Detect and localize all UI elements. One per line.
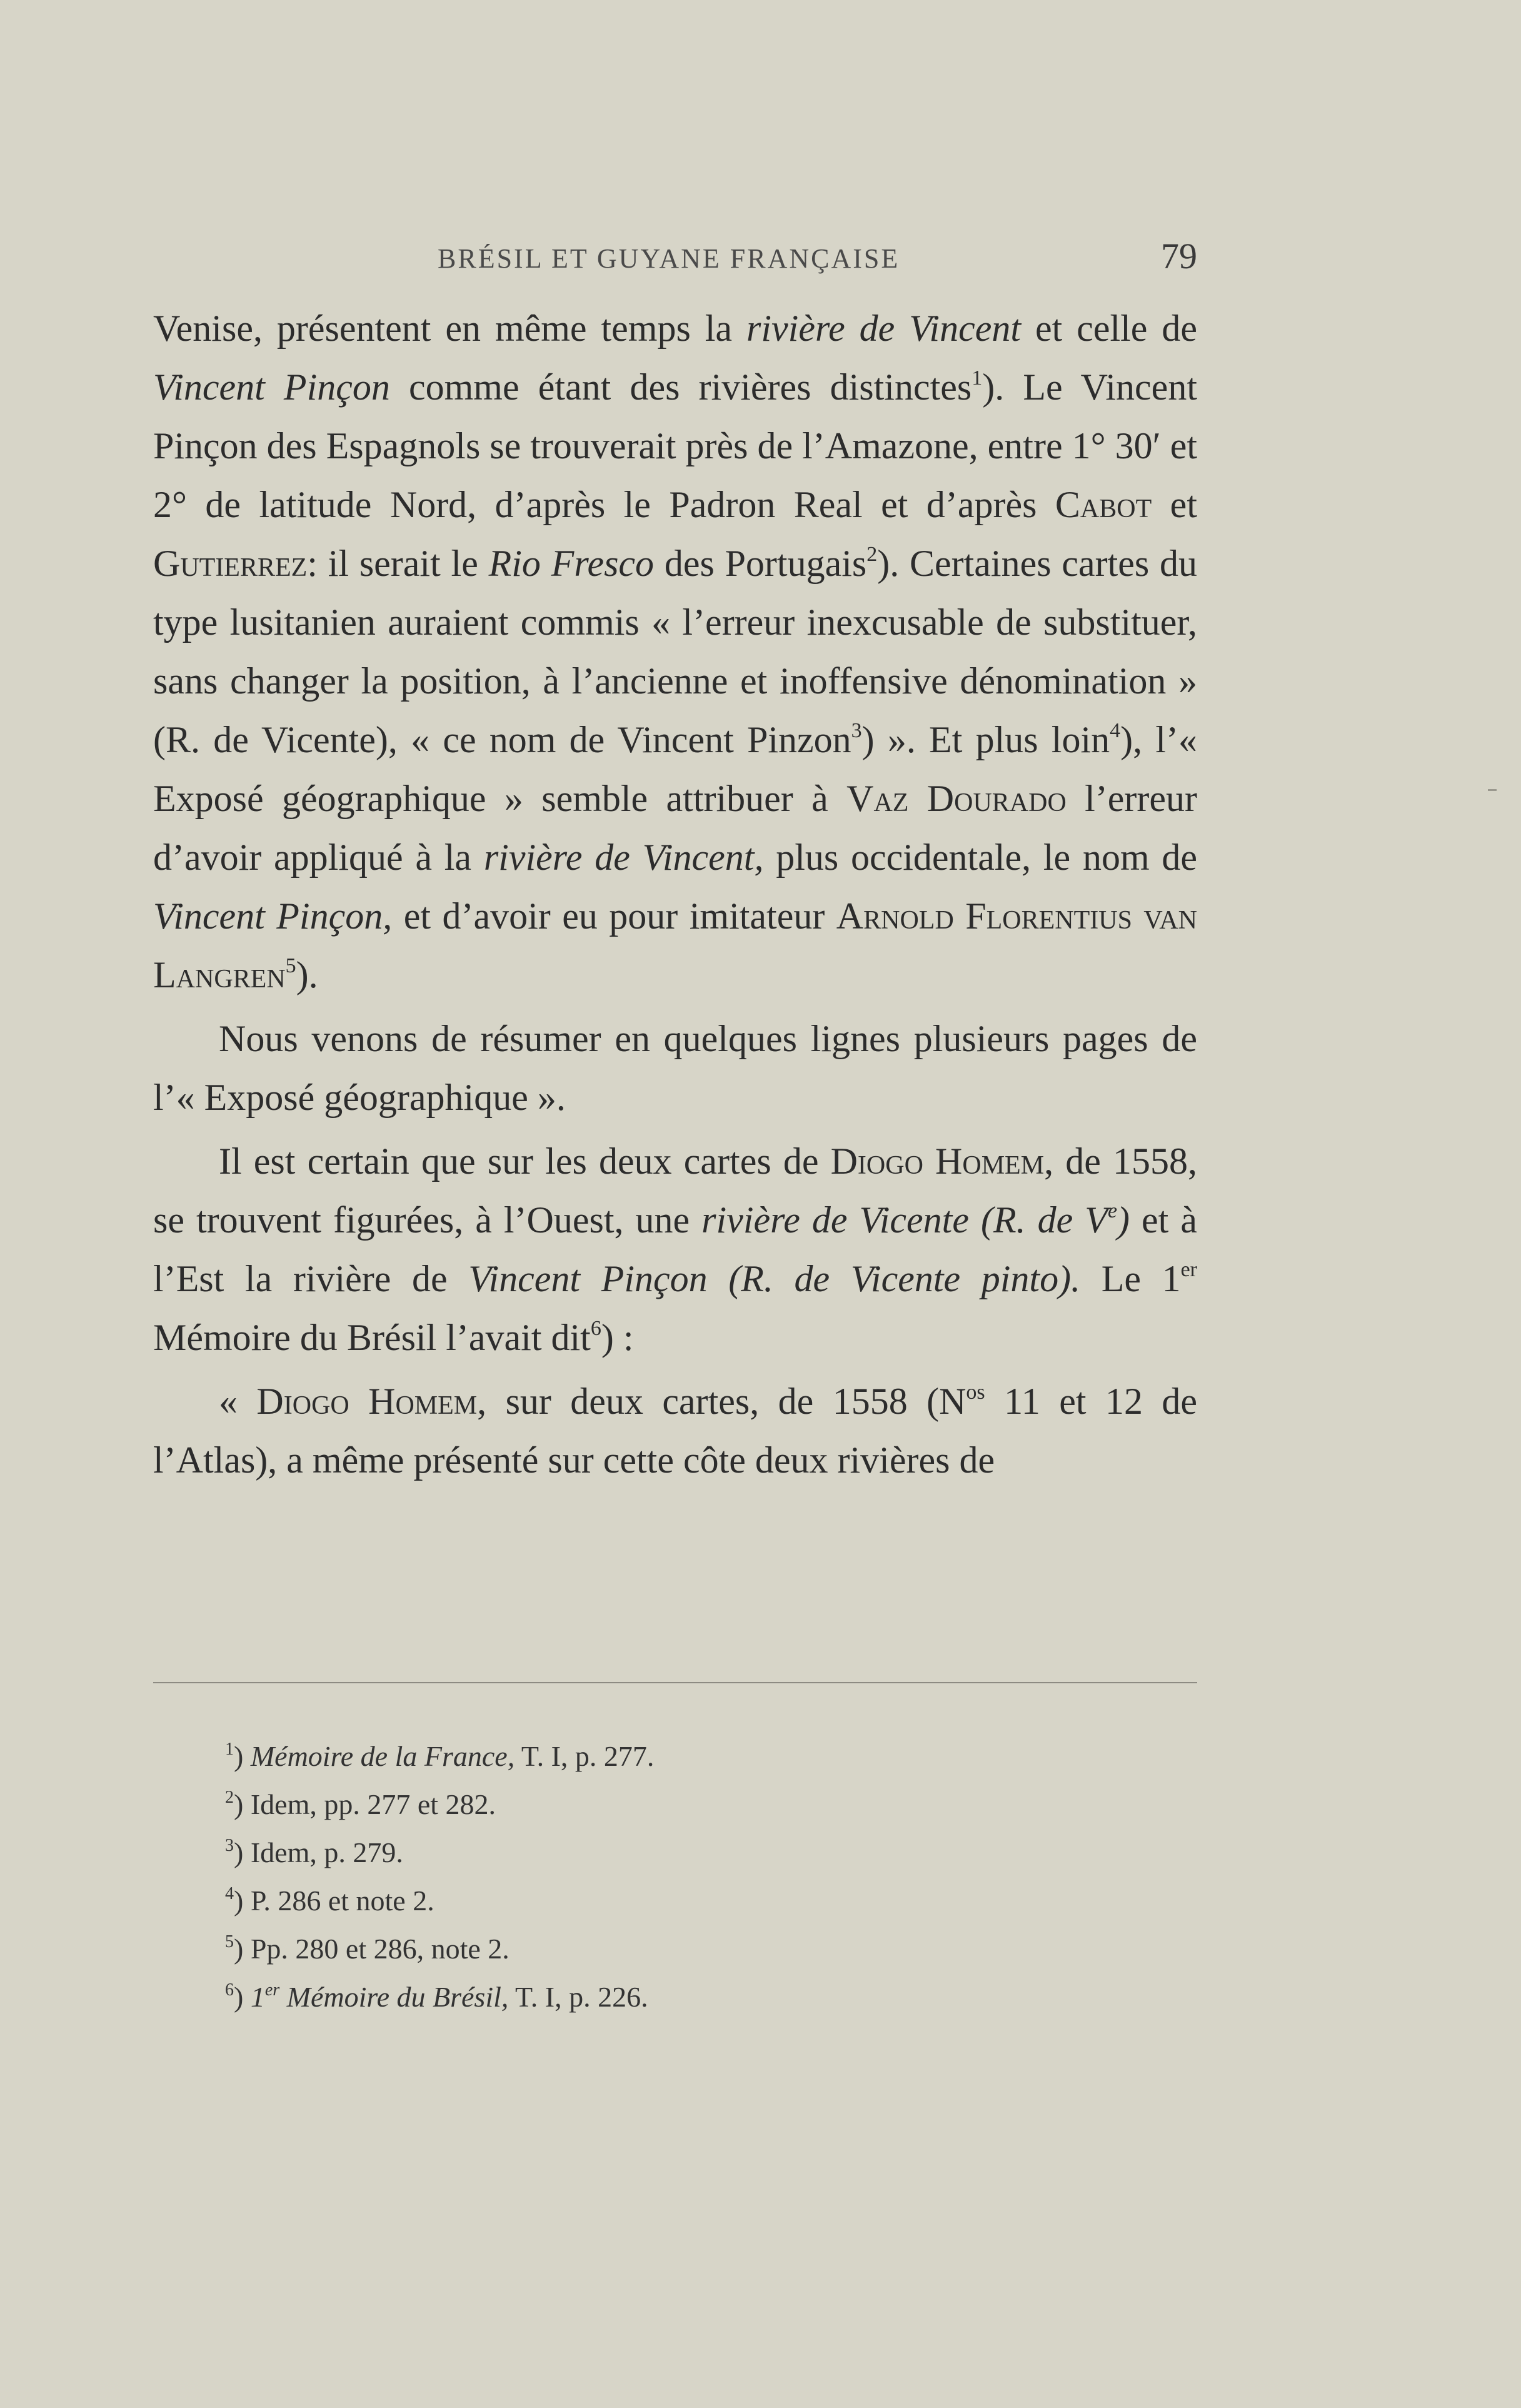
footnote-text: Pp. 280 et 286, note 2. (250, 1933, 510, 1965)
paragraph-3 (153, 1132, 1197, 1367)
footnote-2: $^2$) Idem, pp. 277 et 282. (225, 1788, 496, 1820)
italic-run: rivière de Vicente (R. de V (701, 1199, 1108, 1241)
text-run: l’erreur d’avoir appliqué à la (153, 778, 1197, 878)
text-run: et (1152, 484, 1197, 525)
author-name: Arnold Florentius van Langren (153, 895, 1197, 995)
paragraph-1 (153, 299, 1197, 1004)
italic-run: Vincent Pinçon, (153, 895, 393, 937)
footnote-3: $^3$) Idem, p. 279. (225, 1836, 403, 1868)
footnote-mark: 1 (225, 1740, 234, 1759)
text-run: des Portugais (654, 543, 867, 584)
footnote-text: T. I, p. 277. (515, 1740, 655, 1772)
text-run: , de 1558, se trouvent figurées, à l’Ouest, une (153, 1141, 1197, 1241)
running-title: BRÉSIL ET GUYANE FRANÇAISE (438, 243, 900, 274)
italic-run: Vincent Pinçon (153, 366, 390, 408)
author-name: Cabot (1055, 484, 1152, 525)
footnote-text: P. 286 et note 2. (250, 1885, 434, 1917)
text-run: , sur deux cartes, de 1558 (N (477, 1381, 966, 1422)
page-header (153, 231, 1197, 281)
footnote-1: $^1$) Mémoire de la France, T. I, p. 277. (225, 1740, 655, 1772)
author-name: Vaz Dourado (846, 778, 1067, 819)
text-run: plus occidentale, le nom de (763, 837, 1197, 878)
author-name: Gutierrez (153, 543, 308, 584)
paragraph-2: Nous venons de résumer en quelques lignes plusieurs pages de l’« Exposé géographique ». (153, 1018, 1197, 1118)
italic-run: Rio Fresco (488, 543, 655, 584)
text-run: « (219, 1381, 257, 1422)
footnote-title: 1 (250, 1981, 265, 2013)
footnote-text: T. I, p. 226. (508, 1981, 648, 2013)
footnote-mark: 4 (225, 1884, 234, 1903)
text-run: ). (296, 954, 318, 995)
text-run: Il est certain que sur les deux cartes de (219, 1141, 831, 1182)
text-run: Mémoire du Brésil l’avait dit (153, 1317, 591, 1358)
text-run: ) ». Et plus loin (861, 719, 1110, 760)
superscript: er (264, 1980, 280, 2000)
footnote-ref: 1 (971, 366, 983, 390)
page-number: 79 (1161, 236, 1197, 276)
text-run: ). Certaines cartes du type lusitanien auraient commis « l’erreur inexcusable de substituer, sans changer la position, à l’ancienne et inoffensive dénomination » (R. de Vicente), « ce nom de Vincent Pinzon (153, 543, 1197, 760)
footnote-5: $^5$) Pp. 280 et 286, note 2. (225, 1932, 510, 1965)
footnote-ref: 4 (1110, 719, 1121, 742)
footnote-ref: 6 (590, 1317, 601, 1340)
italic-run: Vincent Pinçon (R. de Vicente pinto). (468, 1258, 1081, 1299)
footnote-divider (153, 1682, 1197, 1683)
superscript: os (966, 1381, 985, 1404)
text-run: comme étant des rivières distinctes (389, 366, 972, 408)
footnotes (225, 1732, 1163, 2021)
author-name: Diogo Homem (830, 1141, 1045, 1182)
footnote-title: Mémoire du Brésil, (279, 1981, 509, 2013)
text-run: ), l’« Exposé géographique » semble attribuer à (153, 719, 1197, 819)
main-text (153, 299, 1197, 1489)
footnote-4: $^4$) P. 286 et note 2. (225, 1884, 434, 1917)
footnote-mark: 6 (225, 1980, 234, 2000)
text-run: Venise, présentent en même temps la (153, 308, 746, 349)
margin-mark (1488, 789, 1497, 791)
italic-run: rivière de Vincent (746, 308, 1022, 349)
text-run: : il serait le (307, 543, 489, 584)
text-run: ). Le Vincent Pinçon des Espagnols se trouverait près de l’Amazone, entre 1° 30′ et 2° de latitude Nord, d’après le Padron Real et d’après (153, 366, 1197, 525)
footnote-mark: 5 (225, 1932, 234, 1952)
superscript: e (1107, 1199, 1118, 1222)
footnote-text: Idem, p. 279. (250, 1836, 403, 1868)
footnote-ref: 2 (866, 543, 878, 566)
paragraph-4 (153, 1372, 1197, 1489)
text-run: 11 et 12 de l’Atlas), a même présenté sur cette côte deux rivières de (153, 1381, 1198, 1481)
footnote-mark: 3 (225, 1836, 234, 1855)
superscript: er (1180, 1258, 1197, 1281)
italic-run: ) (1117, 1199, 1130, 1241)
footnote-title: Mémoire de la France, (250, 1740, 515, 1772)
author-name: Diogo Homem (256, 1381, 478, 1422)
footnote-ref: 3 (851, 719, 862, 742)
text-run: Le 1 (1080, 1258, 1181, 1299)
text-run: et celle de (1021, 308, 1197, 349)
footnote-text: Idem, pp. 277 et 282. (250, 1788, 496, 1820)
footnote-6: $^6$) 1er Mémoire du Brésil, T. I, p. 226. (225, 1980, 648, 2013)
footnote-ref: 5 (285, 954, 296, 977)
italic-run: rivière de Vincent, (483, 837, 764, 878)
text-run: et d’avoir eu pour imitateur (392, 895, 836, 937)
footnote-mark: 2 (225, 1788, 234, 1807)
text-run: et à l’Est la rivière de (153, 1199, 1197, 1299)
text-run: ) : (601, 1317, 634, 1358)
